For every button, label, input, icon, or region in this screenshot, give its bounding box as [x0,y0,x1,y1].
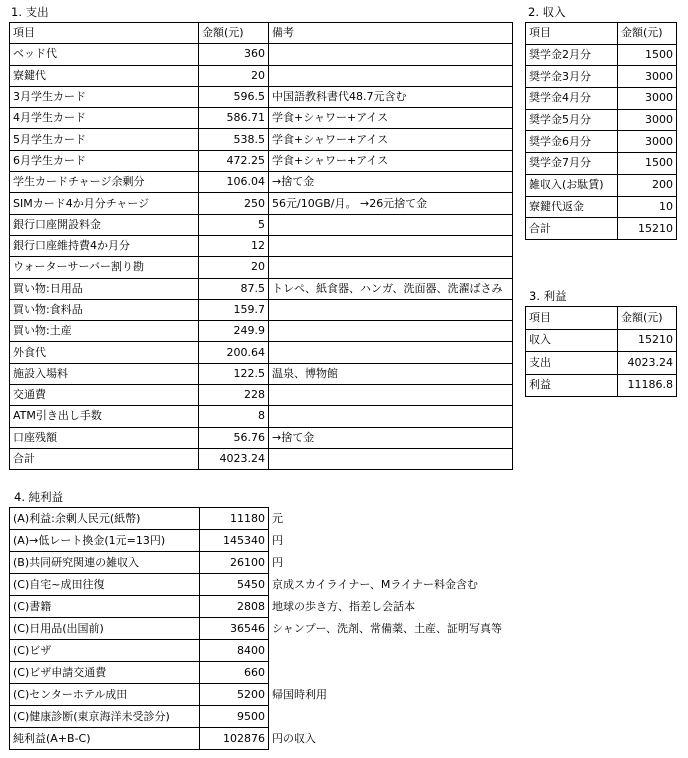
income-header-row [526,23,677,45]
row-item: 3月学生カード [10,86,199,107]
table-row [10,65,513,86]
row-amount: 586.71 [199,108,269,129]
table-row [10,321,513,342]
table-row [10,363,513,384]
row-amount: 10 [618,196,677,218]
table-row [10,662,513,684]
row-amount: 472.25 [199,150,269,171]
table-row [10,129,513,150]
row-amount: 2808 [200,596,269,618]
row-note: トレペ、紙食器、ハンガ、洗面器、洗濯ばさみ [269,278,513,299]
row-note: 円 [272,555,283,569]
table-row [10,299,513,320]
row-item: 6月学生カード [10,150,199,171]
row-amount: 3000 [618,66,677,88]
expenses-title: 1. 支出 [11,5,49,19]
row-amount: 20 [199,65,269,86]
header-item: 項目 [526,23,618,45]
table-row [10,596,513,618]
row-item: (A)利益:余剰人民元(紙幣) [10,508,200,530]
total-amount: 4023.24 [199,448,269,469]
row-note [269,214,513,235]
net-title: 4. 純利益 [14,490,64,504]
expenses-table [9,22,513,470]
total-label: 純利益(A+B-C) [10,728,200,750]
row-note: 中国語教科書代48.7元含む [269,86,513,107]
table-row [10,150,513,171]
row-amount: 538.5 [199,129,269,150]
profit-header-row [526,307,677,330]
expenses-total-row [10,448,513,469]
row-item: 施設入場料 [10,363,199,384]
row-note [269,321,513,342]
row-amount: 4023.24 [618,352,677,375]
table-row [526,88,677,110]
header-amount: 金額(元) [618,307,677,330]
income-table [525,22,677,240]
total-note: 円の収入 [272,731,316,745]
table-row [10,706,513,728]
table-row [10,108,513,129]
row-item: 奨学金5月分 [526,109,618,131]
row-note [269,235,513,256]
row-item: 5月学生カード [10,129,199,150]
row-amount: 36546 [200,618,269,640]
row-note [269,44,513,65]
row-amount: 3000 [618,88,677,110]
row-note: →捨て金 [269,172,513,193]
row-item: (B)共同研究関連の雑収入 [10,552,200,574]
row-item: 銀行口座開設料金 [10,214,199,235]
row-note: 円 [272,533,283,547]
table-row [526,131,677,153]
row-note: 56元/10GB/月。 →26元捨て金 [269,193,513,214]
table-row [10,44,513,65]
row-amount: 12 [199,235,269,256]
table-row [526,329,677,352]
row-amount: 596.5 [199,86,269,107]
table-row [526,352,677,375]
row-item: 利益 [526,374,618,397]
row-item: 買い物:土産 [10,321,199,342]
row-amount: 360 [199,44,269,65]
row-note: 学食+シャワー+アイス [269,129,513,150]
row-note [269,65,513,86]
table-row [10,193,513,214]
row-note: 帰国時利用 [272,687,327,701]
table-row [10,574,513,596]
row-amount: 1500 [618,153,677,175]
total-label: 合計 [526,218,618,240]
table-row [10,684,513,706]
row-amount: 5450 [200,574,269,596]
table-row [10,214,513,235]
row-item: 奨学金3月分 [526,66,618,88]
row-item: (C)書籍 [10,596,200,618]
row-item: (C)健康診断(東京海洋未受診分) [10,706,200,728]
table-row [10,257,513,278]
header-note: 備考 [269,23,513,44]
table-row [10,235,513,256]
total-amount: 15210 [618,218,677,240]
row-amount: 145340 [200,530,269,552]
row-amount: 3000 [618,131,677,153]
header-item: 項目 [10,23,199,44]
row-amount: 106.04 [199,172,269,193]
row-item: 奨学金2月分 [526,44,618,66]
table-row [526,374,677,397]
header-amount: 金額(元) [618,23,677,45]
row-amount: 159.7 [199,299,269,320]
row-amount: 11180 [200,508,269,530]
row-amount: 5 [199,214,269,235]
row-item: (C)センターホテル成田 [10,684,200,706]
row-note: 京成スカイライナー、Mライナー料金含む [272,577,479,591]
profit-table [525,306,677,397]
row-note [269,385,513,406]
table-row [10,278,513,299]
row-item: SIMカード4か月分チャージ [10,193,199,214]
row-note [269,662,513,684]
table-row [10,406,513,427]
row-amount: 20 [199,257,269,278]
row-amount: 9500 [200,706,269,728]
row-note: →捨て金 [269,427,513,448]
row-item: (C)ビザ [10,640,200,662]
row-item: ウォーターサーバー割り勘 [10,257,199,278]
row-amount: 249.9 [199,321,269,342]
table-row [10,508,513,530]
row-amount: 11186.8 [618,374,677,397]
row-amount: 87.5 [199,278,269,299]
row-note [269,640,513,662]
row-amount: 200.64 [199,342,269,363]
profit-title: 3. 利益 [529,289,567,303]
row-amount: 122.5 [199,363,269,384]
header-item: 項目 [526,307,618,330]
row-amount: 660 [200,662,269,684]
net-table [9,507,513,750]
income-total-row [526,218,677,240]
table-row [10,342,513,363]
table-row [526,44,677,66]
table-row [10,552,513,574]
row-note [269,706,513,728]
table-row [526,196,677,218]
row-note [269,299,513,320]
table-row [526,174,677,196]
row-item: 交通費 [10,385,199,406]
total-amount: 102876 [200,728,269,750]
row-item: (C)ビザ申請交通費 [10,662,200,684]
row-item: 奨学金6月分 [526,131,618,153]
net-total-row [10,728,513,750]
row-amount: 26100 [200,552,269,574]
row-note: シャンプー、洗剤、常備薬、土産、証明写真等 [272,621,503,635]
total-label: 合計 [10,448,199,469]
row-amount: 5200 [200,684,269,706]
row-item: (C)日用品(出国前) [10,618,200,640]
row-item: 買い物:日用品 [10,278,199,299]
row-item: 外食代 [10,342,199,363]
row-amount: 250 [199,193,269,214]
table-row [10,172,513,193]
row-item: 奨学金4月分 [526,88,618,110]
row-note [269,406,513,427]
table-row [10,427,513,448]
table-row [10,530,513,552]
table-row [526,109,677,131]
table-row [10,640,513,662]
row-amount: 8 [199,406,269,427]
row-item: 収入 [526,329,618,352]
row-amount: 8400 [200,640,269,662]
row-item: 寮鍵代 [10,65,199,86]
row-item: ATM引き出し手数 [10,406,199,427]
row-item: 4月学生カード [10,108,199,129]
row-amount: 56.76 [199,427,269,448]
row-item: 寮鍵代返金 [526,196,618,218]
row-note: 学食+シャワー+アイス [269,150,513,171]
row-item: 奨学金7月分 [526,153,618,175]
row-item: 口座残額 [10,427,199,448]
row-amount: 3000 [618,109,677,131]
row-item: 雑収入(お駄賃) [526,174,618,196]
row-note [269,257,513,278]
row-amount: 1500 [618,44,677,66]
table-row [526,66,677,88]
row-item: 銀行口座維持費4か月分 [10,235,199,256]
row-note: 元 [272,511,283,525]
row-amount: 15210 [618,329,677,352]
table-row [10,86,513,107]
expenses-header-row [10,23,513,44]
row-note: 地球の歩き方、指差し会話本 [272,599,415,613]
row-item: (A)→低レート換金(1元=13円) [10,530,200,552]
row-note [269,342,513,363]
row-note: 学食+シャワー+アイス [269,108,513,129]
row-amount: 200 [618,174,677,196]
table-row [10,385,513,406]
row-item: 買い物:食料品 [10,299,199,320]
row-note: 温泉、博物館 [269,363,513,384]
income-title: 2. 収入 [528,5,566,19]
row-amount: 228 [199,385,269,406]
row-item: (C)自宅~成田往復 [10,574,200,596]
row-item: 支出 [526,352,618,375]
header-amount: 金額(元) [199,23,269,44]
table-row [526,153,677,175]
table-row [10,618,513,640]
row-item: 学生カードチャージ余剰分 [10,172,199,193]
row-item: ベッド代 [10,44,199,65]
